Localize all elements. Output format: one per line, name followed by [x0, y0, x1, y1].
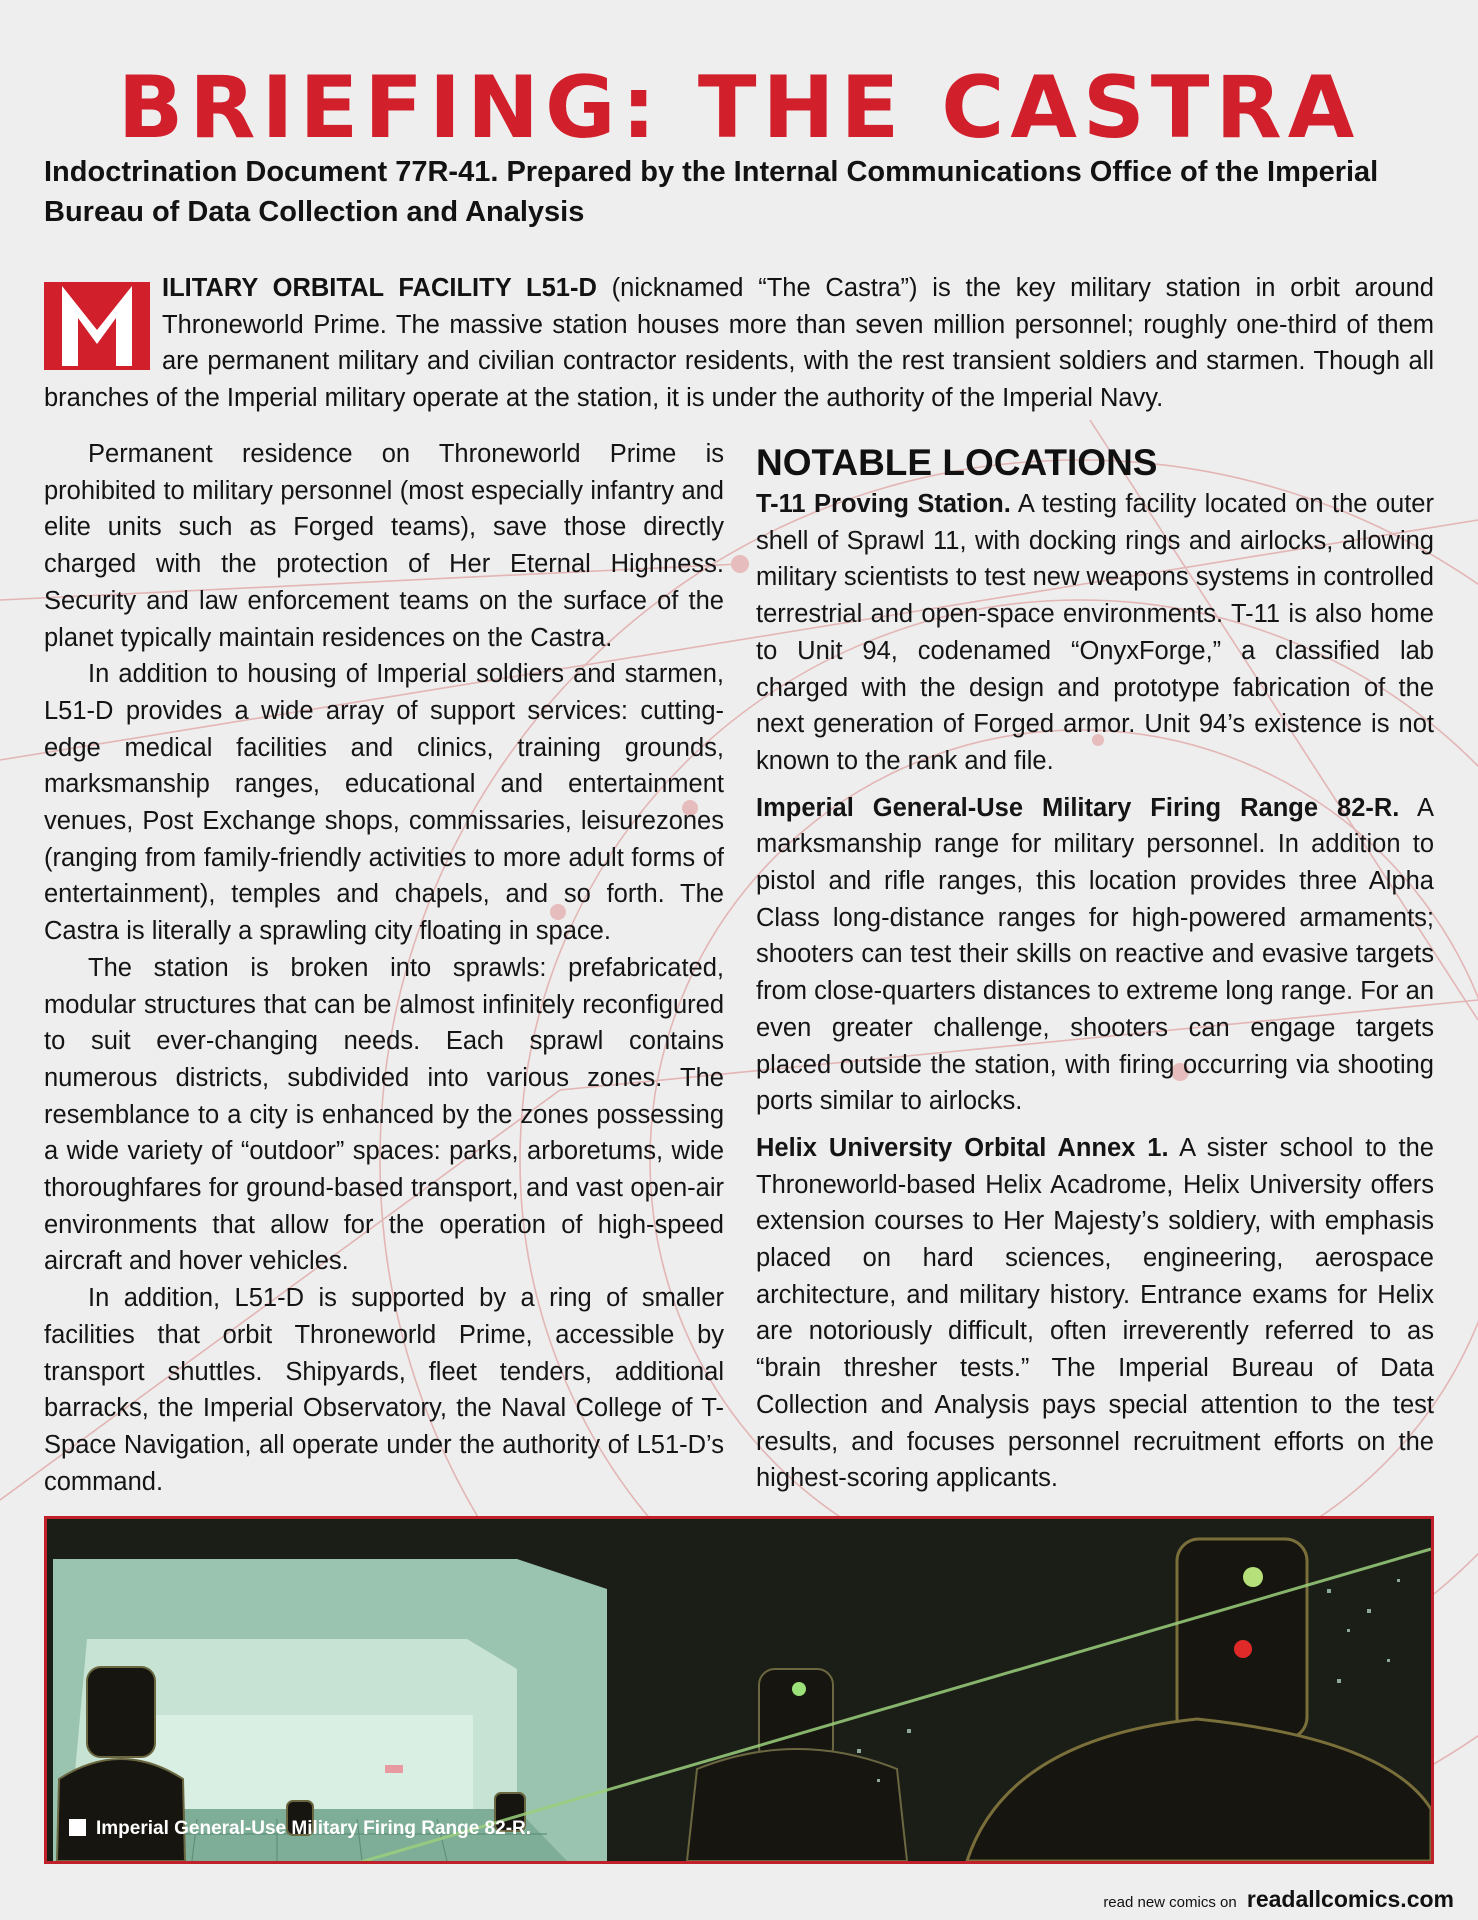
location-entry [756, 1130, 1434, 1497]
illustration-caption [69, 1817, 531, 1841]
location-name: T-11 Proving Station. [756, 490, 1011, 518]
credit-prefix: read new comics on [1103, 1894, 1237, 1911]
dropcap-m [44, 272, 150, 370]
caption-text: Imperial General-Use Military Firing Range 82-R. [96, 1818, 532, 1839]
body-paragraph: In addition, L51-D is supported by a ring of smaller facilities that orbit Throneworld Prime, accessible by transport shuttles. Shipyards, fleet tenders, additional barracks, the Imperial Observatory, the Naval College of T-Space Navigation, all operate under the authority of L51-D’s command. [44, 1284, 724, 1496]
notable-locations-heading: NOTABLE LOCATIONS [756, 442, 1158, 483]
intro-text: (nicknamed “The Castra”) is the key military station in orbit around Throneworld Prime. The massive station houses more than seven million personnel; roughly one-third of them are permanent military and civilian contractor residents, with the rest transient soldiers and starmen. Though all branches of the Imperial military operate at the station, it is under the authority of the Imperial Navy. [44, 274, 1434, 412]
body-paragraph: In addition to housing of Imperial soldiers and starmen, L51-D provides a wide array of support services: cutting-edge medical facilities and clinics, training grounds, marksmanship ranges, educational and entertainment venues, Post Exchange shops, commissaries, leisurezones (ranging from family-friendly activities to more adult forms of entertainment), temples and chapels, and so forth. The Castra is literally a sprawling city floating in space. [44, 660, 724, 946]
caption-square-icon [69, 1819, 86, 1836]
body-paragraph: Permanent residence on Throneworld Prime is prohibited to military personnel (most especially infantry and elite units such as Forged teams), save those directly charged with the protection of Her Eternal Highness. Security and law enforcement teams on the surface of the planet typically maintain residences on the Castra. [44, 440, 724, 652]
credit-site[interactable]: readallcomics.com [1246, 1886, 1454, 1912]
page-title: BRIEFING: THE CASTRA [117, 58, 1361, 158]
intro-paragraph [44, 270, 1434, 416]
footer-credit [1103, 1886, 1454, 1913]
location-description: A marksmanship range for military personnel. In addition to pistol and rifle ranges, this location provides three Alpha Class long-distance ranges for high-powered armaments; shooters can test their skills on reactive and evasive targets from close-quarters distances to extreme long range. For an even greater challenge, shooters can engage targets placed outside the station, with firing occurring via shooting ports similar to airlocks. [756, 793, 1435, 1116]
left-column [44, 436, 724, 1500]
location-entry [756, 790, 1434, 1120]
notable-locations-column [756, 436, 1434, 1507]
document-subtitle: Indoctrination Document 77R-41. Prepared by the Internal Communications Office of the Imperial Bureau of Data Collection and Analysis [44, 156, 1379, 228]
location-description: A testing facility located on the outer shell of Sprawl 11, with docking rings and airlocks, allowing military scientists to test new weapons systems in controlled terrestrial and open-space environments. T-11 is also home to Unit 94, codenamed “OnyxForge,” a classified lab charged with the design and prototype fabrication of the next generation of Forged armor. Unit 94’s existence is not known to the rank and file. [756, 490, 1434, 775]
location-entry [756, 486, 1434, 780]
illustration-art [47, 1519, 1431, 1861]
intro-lead: ILITARY ORBITAL FACILITY L51-D [162, 274, 597, 302]
body-paragraph: The station is broken into sprawls: prefabricated, modular structures that can be almost infinitely reconfigured to suit ever-changing needs. Each sprawl contains numerous districts, subdivided into various zones. The resemblance to a city is enhanced by the zones possessing a wide variety of “outdoor” spaces: parks, arboretums, wide thoroughfares for ground-based transport, and vast open-air environments that allow for the operation of high-speed aircraft and hover vehicles. [44, 953, 724, 1276]
location-name: Helix University Orbital Annex 1. [756, 1133, 1169, 1162]
firing-range-illustration [44, 1516, 1434, 1864]
location-description: A sister school to the Throneworld-based Helix Acadrome, Helix University offers extension courses to Her Majesty’s soldiery, with emphasis placed on hard sciences, engineering, aerospace architecture, and military history. Entrance exams for Helix are notoriously difficult, often irreverently referred to as “brain thresher tests.” The Imperial Bureau of Data Collection and Analysis pays special attention to the test results, and focuses personnel recruitment efforts on the highest-scoring applicants. [756, 1133, 1434, 1493]
location-name: Imperial General-Use Military Firing Range 82-R. [756, 793, 1400, 822]
